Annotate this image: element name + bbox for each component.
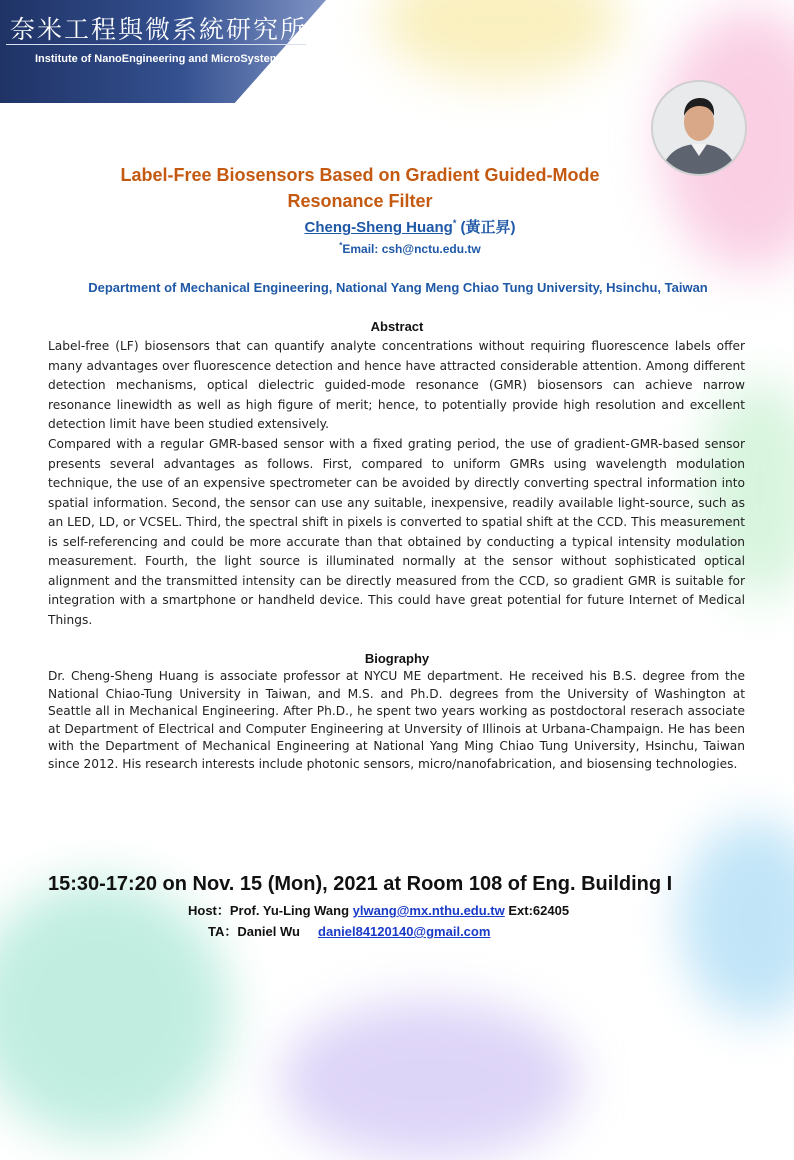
speaker-name xyxy=(200,216,620,237)
decorative-splash-yellow xyxy=(380,0,620,80)
talk-title-line1: Label-Free Biosensors Based on Gradient Guided-Mode xyxy=(120,165,600,185)
person-portrait-icon xyxy=(653,82,745,174)
decorative-splash-blue xyxy=(680,820,794,1020)
speaker-name-en: Cheng-Sheng Huang xyxy=(304,219,453,236)
host-email-link[interactable]: ylwang@mx.nthu.edu.tw xyxy=(352,903,505,918)
institute-name-zh: 奈米工程與微系統研究所 xyxy=(10,15,308,44)
decorative-splash-teal xyxy=(0,880,230,1140)
ta-email-link[interactable]: daniel84120140@gmail.com xyxy=(318,924,491,939)
speaker-email xyxy=(220,241,600,256)
institute-name-en: Institute of NanoEngineering and MicroSystems xyxy=(35,53,286,65)
host-line xyxy=(188,900,569,919)
ta-line xyxy=(208,921,490,940)
ta-label: TA：Daniel Wu xyxy=(208,924,300,939)
email-marker: * xyxy=(339,241,343,250)
email-text: Email: csh@nctu.edu.tw xyxy=(342,242,481,256)
event-time-place: 15:30-17:20 on Nov. 15 (Mon), 2021 at Room 108 of Eng. Building I xyxy=(48,873,673,895)
talk-title-line2: Resonance Filter xyxy=(287,191,433,211)
abstract-paragraph-2: Compared with a regular GMR-based sensor with a fixed grating period, the use of gradient-GMR-based sensor presents several advantages as follows. First, compared to uniform GMRs using wavelength modulation technique, the use of an expensive spectrometer can be avoided by directly converting spectral information into spatial information. Second, the sensor can use any suitable, inexpensive, readily available light-source, such as an LED, LD, or VCSEL. Third, the spectral shift in pixels is converted to spatial shift at the CCD. This measurement is self-referencing and could be more accurate than that obtained by conducting a typical intensity modulation measurement. Fourth, the light source is illuminated normally at the sensor without sophisticated optical alignment and the transmitted intensity can be directly measured from the CCD, so gradient GMR is suitable for integration with a smartphone or handheld device. This could have great potential for future Internet of Medical Things. xyxy=(48,437,745,627)
speaker-photo xyxy=(651,80,747,176)
biography-paragraph: Dr. Cheng-Sheng Huang is associate professor at NYCU ME department. He received his B.S. degree from the National Chiao-Tung University in Taiwan, and M.S. and Ph.D. degrees from the University of Washington at Seattle all in Mechanical Engineering. After Ph.D., he spent two years working as postdoctoral reserach associate at Department of Electrical and Computer Engineering at Unversity of Illinois at Urbana-Champaign. He has been with the Department of Mechanical Engineering at National Yang Ming Chiao Tung University, Hsinchu, Taiwan since 2012. His research interests include photonic sensors, micro/nanofabrication, and biosensing technologies. xyxy=(48,669,745,771)
host-label: Host：Prof. Yu-Ling Wang xyxy=(188,903,350,918)
abstract-heading: Abstract xyxy=(370,319,424,334)
speaker-marker: * xyxy=(452,218,457,228)
host-ext: Ext:62405 xyxy=(508,903,570,918)
abstract-paragraph-1: Label-free (LF) biosensors that can quantify analyte concentrations without requiring fluorescence labels offer many advantages over fluorescence detection and hence have attracted considerable attention. Among different detection mechanisms, optical dielectric guided-mode resonance (GMR) biosensors can achieve narrow resonance linewidth as well as high figure of merit; hence, to potentially provide high resolution and excellent detection limit have been studied extensively. xyxy=(48,339,745,431)
header-divider xyxy=(6,44,306,45)
biography-heading: Biography xyxy=(364,651,430,666)
speaker-department: Department of Mechanical Engineering, National Yang Meng Chiao Tung University, Hsinchu, Taiwan xyxy=(88,280,708,295)
speaker-name-zh: (黃正昇) xyxy=(460,219,516,236)
decorative-splash-violet xyxy=(280,1000,580,1160)
